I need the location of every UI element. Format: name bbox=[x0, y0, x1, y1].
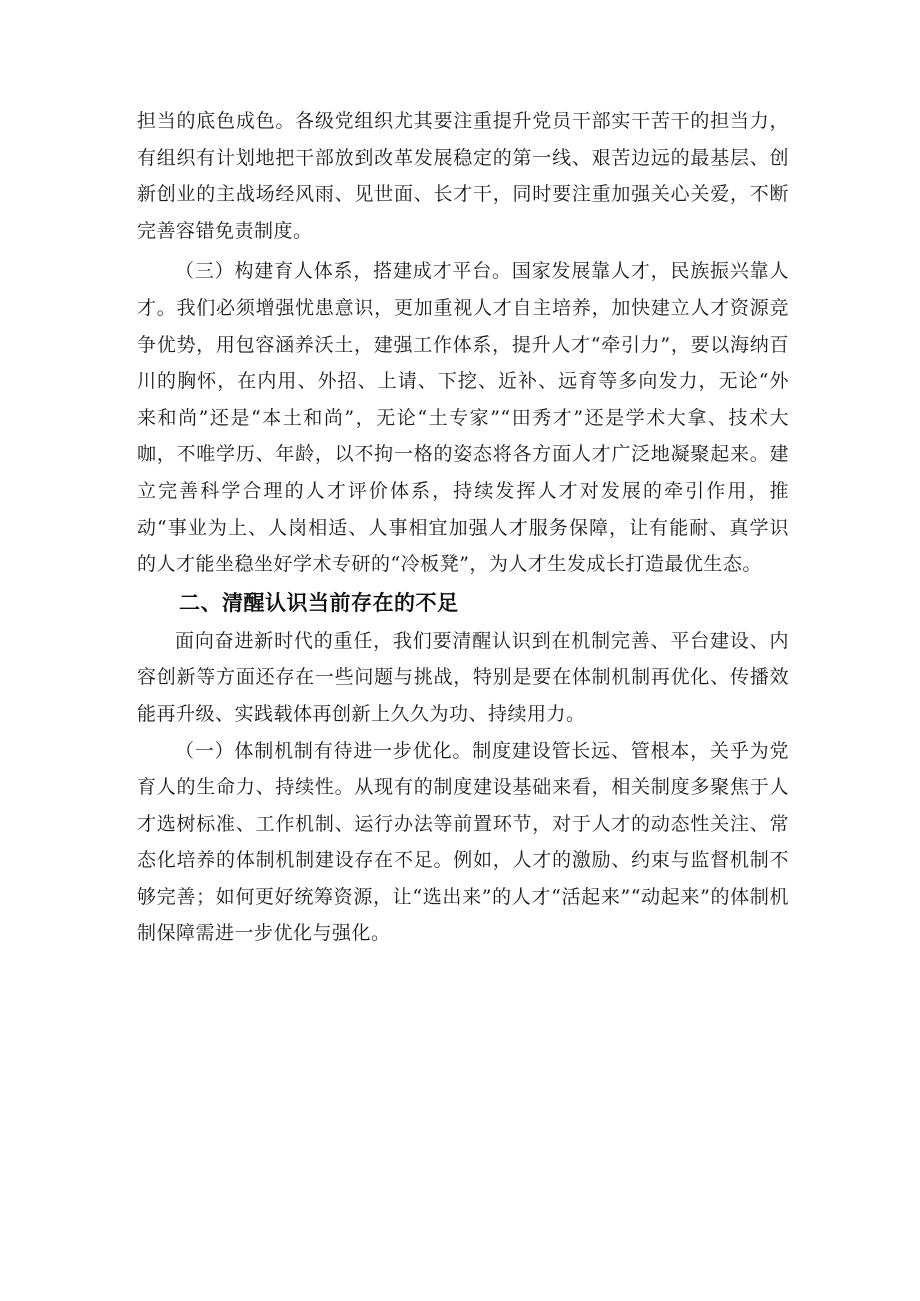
paragraph-section-3: （三）构建育人体系，搭建成才平台。国家发展靠人才，民族振兴靠人才。我们必须增强忧患意识，更加重视人才自主培养，加快建立人才资源竞争优势，用包容涵养沃土，建强工作体系，提升人才“牵引力”，要以海纳百川的胸怀，在内用、外招、上请、下挖、近补、远育等多向发力，无论“外来和尚”还是“本土和尚”，无论“土专家”“田秀才”还是学术大拿、技术大咖，不唯学历、年龄，以不拘一格的姿态将各方面人才广泛地凝聚起来。建立完善科学合理的人才评价体系，持续发挥人才对发展的牵引作用，推动“事业为上、人岗相适、人事相宜加强人才服务保障，让有能耐、真学识的人才能坐稳坐好学术专研的“冷板凳”，为人才生发成长打造最优生态。 bbox=[137, 260, 789, 576]
paragraph-intro: 面向奋进新时代的重任，我们要清醒认识到在机制完善、平台建设、内容创新等方面还存在一些问题与挑战，特别是要在体制机制再优化、传播效能再升级、实践载体再创新上久久为功、持续用力。 bbox=[137, 629, 789, 725]
paragraph-continued: 担当的底色成色。各级党组织尤其要注重提升党员干部实干苦干的担当力，有组织有计划地把干部放到改革发展稳定的第一线、艰苦边远的最基层、创新创业的主战场经风雨、见世面、长才干，同时要注重加强关心关爱，不断完善容错免责制度。 bbox=[137, 110, 789, 242]
paragraph-subsection-1: （一）体制机制有待进一步优化。制度建设管长远、管根本，关乎为党育人的生命力、持续性。从现有的制度建设基础来看，相关制度多聚焦于人才选树标准、工作机制、运行办法等前置环节，对于人才的动态性关注、常态化培养的体制机制建设存在不足。例如，人才的激励、约束与监督机制不够完善；如何更好统筹资源，让“选出来”的人才“活起来”“动起来”的体制机制保障需进一步优化与强化。 bbox=[137, 739, 789, 945]
document-body bbox=[137, 103, 789, 952]
section-heading: 二、清醒认识当前存在的不足 bbox=[179, 590, 459, 615]
